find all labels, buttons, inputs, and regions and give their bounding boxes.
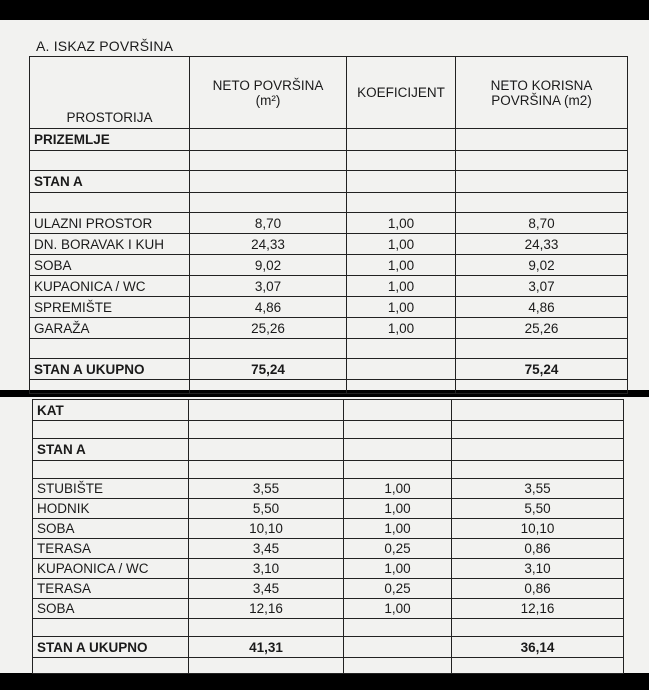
net-area: 10,10 bbox=[189, 519, 344, 539]
room-name: SOBA bbox=[33, 519, 189, 539]
header-usable-area bbox=[456, 57, 628, 129]
coefficient: 1,00 bbox=[347, 234, 456, 255]
usable-area: 4,86 bbox=[456, 297, 628, 318]
document-page-bottom bbox=[0, 397, 649, 673]
room-name: SOBA bbox=[33, 599, 189, 619]
spacer-row bbox=[30, 193, 628, 213]
table-row bbox=[33, 539, 624, 559]
table-row bbox=[30, 276, 628, 297]
header-net-area bbox=[190, 57, 347, 129]
header-net-area-label: NETO POVRŠINA bbox=[212, 77, 324, 93]
coefficient: 1,00 bbox=[347, 297, 456, 318]
usable-area: 25,26 bbox=[456, 318, 628, 339]
total-row bbox=[33, 637, 624, 658]
room-name: ULAZNI PROSTOR bbox=[30, 213, 190, 234]
net-area: 12,16 bbox=[189, 599, 344, 619]
room-name: KUPAONICA / WC bbox=[33, 559, 189, 579]
table-row bbox=[30, 318, 628, 339]
room-name: SPREMIŠTE bbox=[30, 297, 190, 318]
unit-label: STAN A bbox=[30, 171, 190, 193]
coefficient: 1,00 bbox=[347, 276, 456, 297]
coefficient: 1,00 bbox=[344, 519, 452, 539]
net-area: 25,26 bbox=[190, 318, 347, 339]
document-page-top bbox=[0, 20, 649, 390]
coefficient: 1,00 bbox=[344, 599, 452, 619]
usable-area: 24,33 bbox=[456, 234, 628, 255]
room-name: STUBIŠTE bbox=[33, 479, 189, 499]
spacer-row bbox=[30, 151, 628, 171]
coefficient: 1,00 bbox=[347, 318, 456, 339]
net-area: 5,50 bbox=[189, 499, 344, 519]
table-row bbox=[30, 255, 628, 276]
spacer-row bbox=[33, 619, 624, 637]
net-area: 4,86 bbox=[190, 297, 347, 318]
table-row bbox=[33, 479, 624, 499]
coefficient: 1,00 bbox=[344, 559, 452, 579]
area-table-upper-floor bbox=[32, 399, 624, 674]
spacer-row bbox=[33, 658, 624, 674]
total-usable-area: 75,24 bbox=[456, 359, 628, 380]
net-area: 3,10 bbox=[189, 559, 344, 579]
usable-area: 0,86 bbox=[452, 539, 624, 559]
unit-label-row bbox=[33, 439, 624, 461]
document-title: A. ISKAZ POVRŠINA bbox=[36, 38, 174, 54]
spacer-row bbox=[33, 461, 624, 479]
header-net-area-unit: (m²) bbox=[255, 92, 281, 108]
area-table-ground-floor bbox=[29, 56, 628, 394]
spacer-row bbox=[33, 421, 624, 439]
total-net-area: 41,31 bbox=[189, 637, 344, 658]
coefficient: 1,00 bbox=[344, 499, 452, 519]
room-name: SOBA bbox=[30, 255, 190, 276]
coefficient: 1,00 bbox=[347, 255, 456, 276]
usable-area: 5,50 bbox=[452, 499, 624, 519]
header-coefficient: KOEFICIJENT bbox=[347, 57, 456, 129]
usable-area: 3,07 bbox=[456, 276, 628, 297]
coefficient: 1,00 bbox=[344, 479, 452, 499]
floor-label-row bbox=[30, 129, 628, 151]
table-header-row bbox=[30, 57, 628, 129]
usable-area: 9,02 bbox=[456, 255, 628, 276]
total-net-area: 75,24 bbox=[190, 359, 347, 380]
usable-area: 10,10 bbox=[452, 519, 624, 539]
usable-area: 3,55 bbox=[452, 479, 624, 499]
coefficient: 0,25 bbox=[344, 579, 452, 599]
net-area: 3,45 bbox=[189, 539, 344, 559]
spacer-row bbox=[30, 380, 628, 394]
net-area: 9,02 bbox=[190, 255, 347, 276]
header-usable-area-line2: POVRŠINA (m2) bbox=[491, 92, 592, 108]
table-row bbox=[30, 213, 628, 234]
net-area: 3,55 bbox=[189, 479, 344, 499]
floor-label: KAT bbox=[33, 400, 189, 421]
table-row bbox=[33, 499, 624, 519]
header-usable-area-line1: NETO KORISNA bbox=[490, 77, 593, 93]
room-name: TERASA bbox=[33, 579, 189, 599]
unit-label: STAN A bbox=[33, 439, 189, 461]
net-area: 8,70 bbox=[190, 213, 347, 234]
usable-area: 8,70 bbox=[456, 213, 628, 234]
floor-label: PRIZEMLJE bbox=[30, 129, 190, 151]
table-row bbox=[33, 559, 624, 579]
room-name: TERASA bbox=[33, 539, 189, 559]
total-row bbox=[30, 359, 628, 380]
spacer-row bbox=[30, 339, 628, 359]
room-name: DN. BORAVAK I KUH bbox=[30, 234, 190, 255]
table-row bbox=[33, 519, 624, 539]
coefficient: 1,00 bbox=[347, 213, 456, 234]
floor-label-row bbox=[33, 400, 624, 421]
header-room: PROSTORIJA bbox=[30, 57, 190, 129]
total-label: STAN A UKUPNO bbox=[30, 359, 190, 380]
table-row bbox=[33, 579, 624, 599]
total-usable-area: 36,14 bbox=[452, 637, 624, 658]
room-name: KUPAONICA / WC bbox=[30, 276, 190, 297]
table-row bbox=[30, 297, 628, 318]
net-area: 3,07 bbox=[190, 276, 347, 297]
room-name: GARAŽA bbox=[30, 318, 190, 339]
table-row bbox=[33, 599, 624, 619]
usable-area: 12,16 bbox=[452, 599, 624, 619]
total-label: STAN A UKUPNO bbox=[33, 637, 189, 658]
net-area: 3,45 bbox=[189, 579, 344, 599]
unit-label-row bbox=[30, 171, 628, 193]
room-name: HODNIK bbox=[33, 499, 189, 519]
usable-area: 0,86 bbox=[452, 579, 624, 599]
coefficient: 0,25 bbox=[344, 539, 452, 559]
net-area: 24,33 bbox=[190, 234, 347, 255]
usable-area: 3,10 bbox=[452, 559, 624, 579]
table-row bbox=[30, 234, 628, 255]
